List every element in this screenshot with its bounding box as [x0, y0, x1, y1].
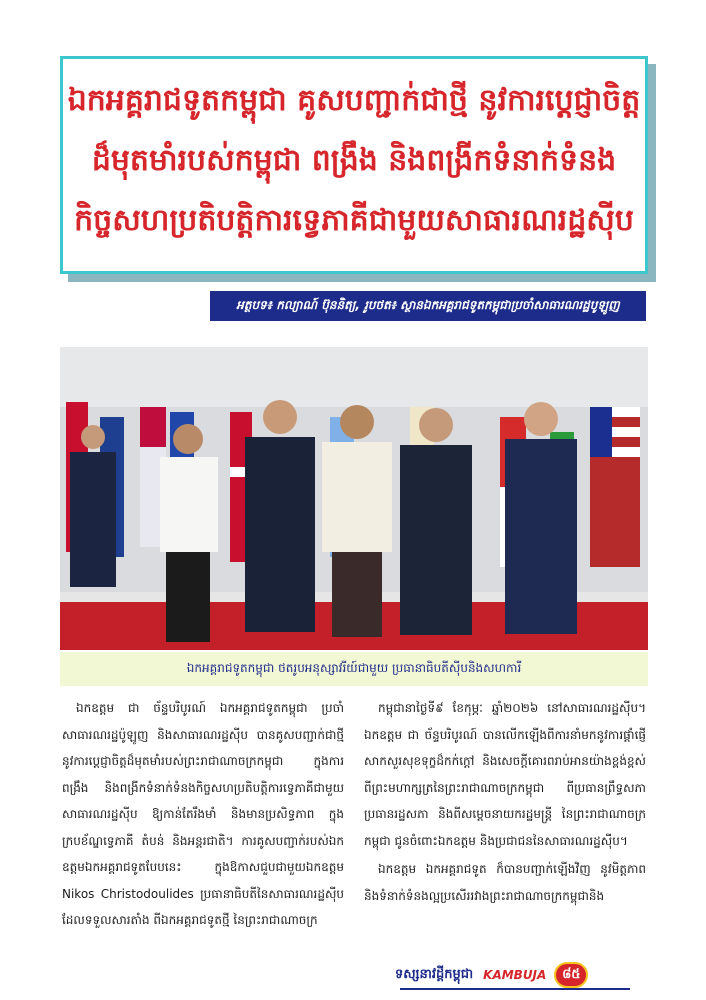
headline-line-1: ឯកអគ្គរាជទូតកម្ពុជា គូសបញ្ជាក់ជាថ្មី នូវការប្តេជ្ញាចិត្ត: [67, 83, 641, 118]
photo-illustration: [60, 347, 648, 650]
paragraph: ឯកឧត្តម ឯកអគ្គរាជទូត ក៏បានបញ្ជាក់ឡើងវិញ នូវមិត្តភាព និងទំនាក់ទំនងល្អប្រសើររវាងព្រះរាជាណាចក្រកម្ពុជានិង: [364, 862, 646, 903]
article-photo: [60, 347, 648, 650]
article-column-left: [62, 695, 344, 934]
article-column-right: [364, 695, 646, 909]
footer-rule: [400, 988, 630, 990]
page-number-badge: ៨៥: [554, 962, 588, 988]
photo-caption: ឯកអគ្គរាជទូតកម្ពុជា ថតរូបអនុស្សាវរីយ៍ជាមួយ ប្រធានាធិបតីស៊ីបនិងសហការី: [60, 652, 648, 686]
headline-line-3: កិច្ចសហប្រតិបត្តិការទ្វេភាគីជាមួយសាធារណរដ្ឋស៊ីប: [74, 203, 634, 238]
paragraph: ឯកឧត្តម ជា ច័ន្ទបរិបូរណ៍ ឯកអគ្គរាជទូតកម្ពុជា ប្រចាំសាធារណរដ្ឋប៉ូឡូញ និងសាធារណរដ្ឋស៊ីប បានគូសបញ្ជាក់ជាថ្មី នូវការប្តេជ្ញាចិត្តដ៏មុតមាំរបស់ព្រះរាជាណាចក្រកម្ពុជា ក្នុងការពង្រឹង និងពង្រីកទំនាក់ទំនងកិច្ចសហប្រតិបត្តិការទ្វេភាគីជាមួយសាធារណរដ្ឋស៊ីប ឱ្យកាន់តែរឹងមាំ និងមានប្រសិទ្ធភាព ក្នុងក្របខ័ណ្ឌទ្វេភាគី តំបន់ និងអន្តរជាតិ។ ការគូសបញ្ជាក់របស់ឯកឧត្តមឯកអគ្គរាជទូតបែបនេះ ក្នុងឱកាសជួបជាមួយឯកឧត្តម Nikos Christodoulides ប្រធានាធិបតីនៃសាធារណរដ្ឋស៊ីប ដែលទទួលសារតាំង ពីឯកអគ្គរាជទូតថ្មី នៃព្រះរាជាណាចក្រ: [62, 701, 344, 927]
headline-box: [60, 56, 648, 274]
page-footer: [395, 960, 655, 990]
headline-line-2: ដ៏មុតមាំរបស់កម្ពុជា ពង្រឹង និងពង្រីកទំនាក់ទំនង: [91, 143, 617, 178]
magazine-brand: KAMBUJA: [483, 968, 547, 982]
byline-banner: អត្ថបទ៖ កល្យាណ៍ ប៊ុននិត្យ, រូបថត៖ ស្ថានឯកអគ្គរាជទូតកម្ពុជាប្រចាំសាធារណរដ្ឋបូឡូញ: [210, 291, 646, 321]
paragraph: កម្ពុជានាថ្ងៃទី៩ ខែកុម្ភៈ ឆ្នាំ២០២៦ នៅសាធារណរដ្ឋស៊ីប។ ឯកឧត្តម ជា ច័ន្ទបរិបូរណ៍ បានលើកឡើងពីការនាំមកនូវការផ្តាំផ្ញើសាកសួរសុខទុក្ខដ៏កក់ក្តៅ និងសេចក្តីគោរពរាប់អានយ៉ាងខ្ពង់ខ្ពស់ពីព្រះមហាក្សត្រនៃព្រះរាជាណាចក្រកម្ពុជា ពីប្រធានព្រឹទ្ធសភា ប្រធានរដ្ឋសភា និងពីសម្តេចនាយករដ្ឋមន្ត្រី នៃព្រះរាជាណាចក្រកម្ពុជា ជូនចំពោះឯកឧត្តម និងប្រជាជននៃសាធារណរដ្ឋស៊ីប។: [364, 701, 646, 848]
magazine-name: ទស្សនាវដ្តីកម្ពុជា: [395, 966, 474, 982]
